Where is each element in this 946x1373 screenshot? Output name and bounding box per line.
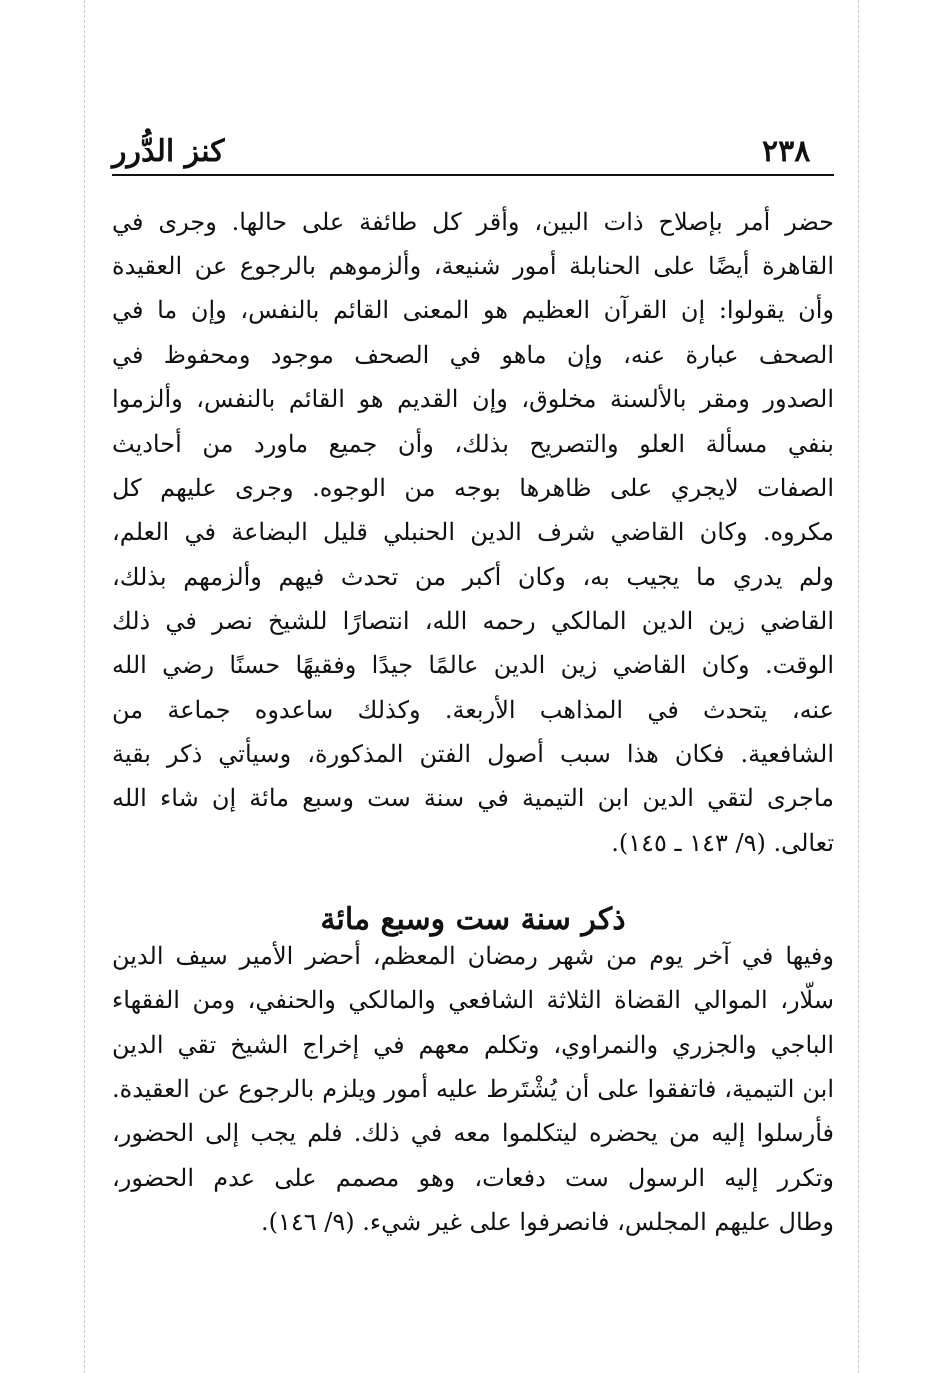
text-line: الوقت. وكان القاضي زين الدين عالمًا جيدًا وفقيهًا حسنًا رضي الله <box>112 651 834 679</box>
section-heading: ذكر سنة ست وسبع مائة <box>320 901 626 937</box>
text-line: الشافعية. فكان هذا سبب أصول الفتن المذكورة، وسيأتي ذكر بقية <box>112 740 834 768</box>
text-line: ماجرى لتقي الدين ابن التيمية في سنة ست وسبع مائة إن شاء الله <box>112 784 834 812</box>
page-header <box>112 128 834 176</box>
text-line: ولم يدري ما يجيب به، وكان أكبر من تحدث فيهم وألزمهم بذلك، <box>112 563 834 591</box>
text-line: عنه، يتحدث في المذاهب الأربعة. وكذلك ساعدوه جماعة من <box>112 696 834 724</box>
text-line: القاضي زين الدين المالكي رحمه الله، انتصارًا للشيخ نصر في ذلك <box>112 607 834 635</box>
running-title: كنز الدُّرر <box>112 134 225 169</box>
scan-guide-left <box>84 0 85 1373</box>
text-line: القاهرة أيضًا على الحنابلة أمور شنيعة، وألزموهم بالرجوع عن العقيدة <box>112 252 834 280</box>
text-line: الصدور ومقر بالألسنة مخلوق، وإن القديم هو القائم بالنفس، وألزموا <box>112 385 834 413</box>
text-line: الصحف عبارة عنه، وإن ماهو في الصحف موجود ومحفوظ في <box>112 341 834 369</box>
text-line: مكروه. وكان القاضي شرف الدين الحنبلي قليل البضاعة في العلم، <box>112 518 834 546</box>
text-line: وفيها في آخر يوم من شهر رمضان المعظم، أحضر الأمير سيف الدين <box>112 942 834 970</box>
text-line: سلّار، الموالي القضاة الثلاثة الشافعي والمالكي والحنفي، ومن الفقهاء <box>112 986 834 1014</box>
text-line: وطال عليهم المجلس، فانصرفوا على غير شيء. (٩/ ١٤٦). <box>260 1208 834 1236</box>
text-line: فأرسلوا إليه من يحضره ليتكلموا معه في ذلك. فلم يجب إلى الحضور، <box>112 1119 834 1147</box>
text-line: ابن التيمية، فاتفقوا على أن يُشْتَرط عليه أمور ويلزم بالرجوع عن العقيدة. <box>112 1075 834 1103</box>
text-line: وأن يقولوا: إن القرآن العظيم هو المعنى القائم بالنفس، وإن ما في <box>112 296 834 324</box>
text-line: الصفات لايجري على ظاهرها بوجه من الوجوه. وجرى عليهم كل <box>112 474 834 502</box>
text-line: حضر أمر بإصلاح ذات البين، وأقر كل طائفة على حالها. وجرى في <box>112 208 834 236</box>
page-number: ٢٣٨ <box>762 134 811 169</box>
text-line: بنفي مسألة العلو والتصريح بذلك، وأن جميع ماورد من أحاديث <box>112 430 834 458</box>
text-line: الباجي والجزري والنمراوي، وتكلم معهم في إخراج الشيخ تقي الدين <box>112 1031 834 1059</box>
scan-guide-right <box>858 0 859 1373</box>
text-line: وتكرر إليه الرسول ست دفعات، وهو مصمم على عدم الحضور، <box>112 1164 834 1192</box>
text-line: تعالى. (٩/ ١٤٣ ـ ١٤٥). <box>611 829 834 857</box>
